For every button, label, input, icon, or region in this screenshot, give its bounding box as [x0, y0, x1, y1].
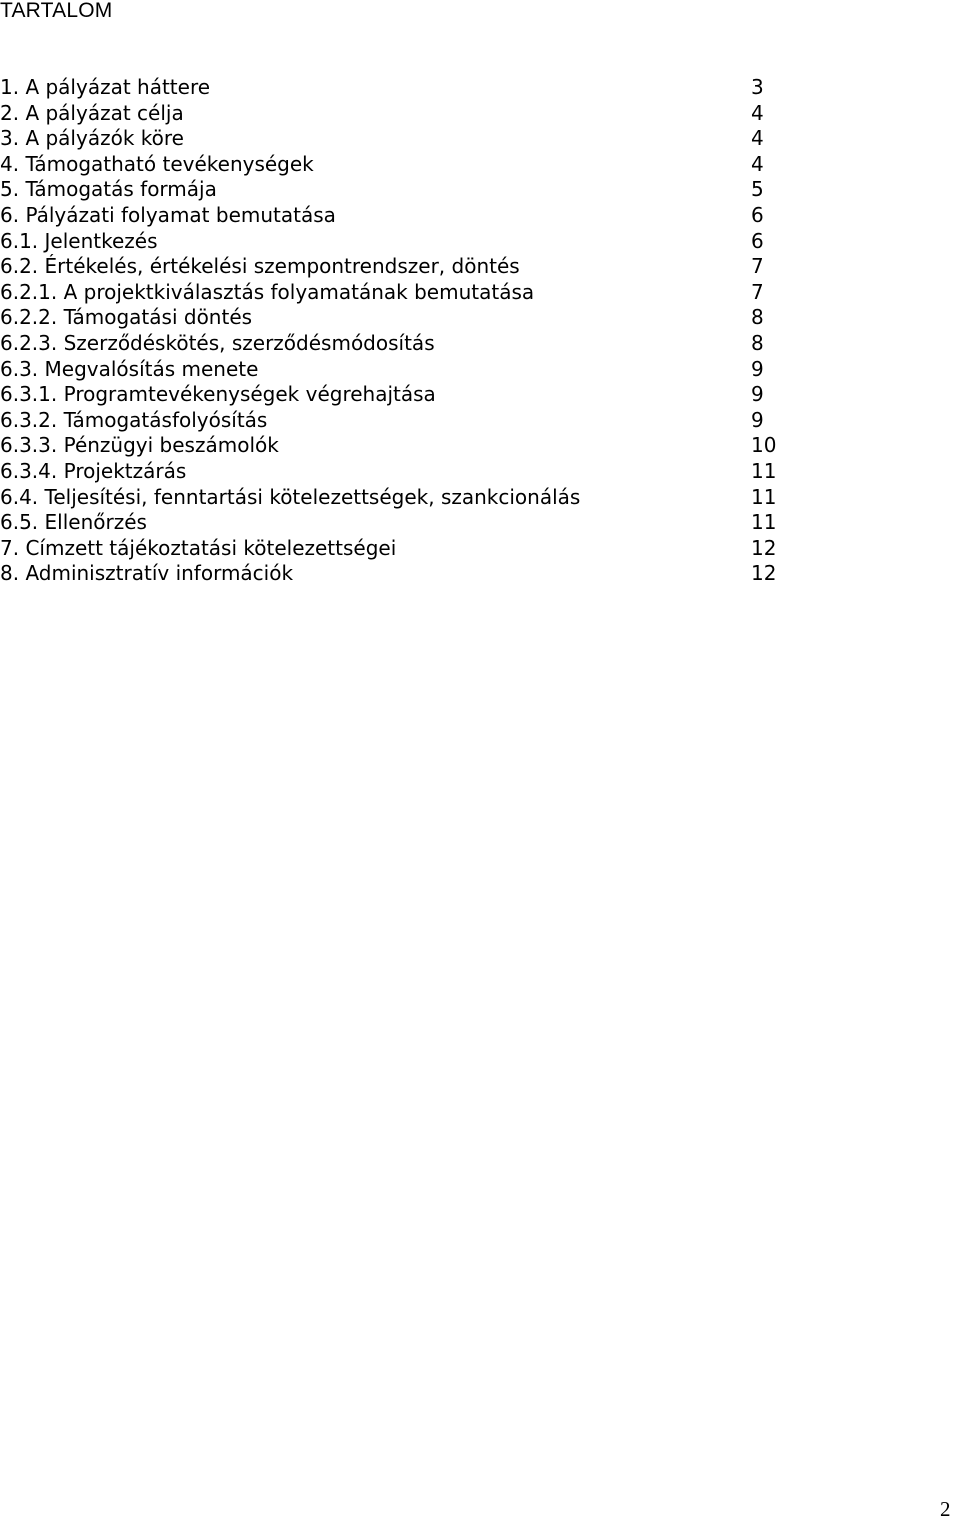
- toc-entry-label: 6. Pályázati folyamat bemutatása: [0, 202, 336, 227]
- toc-entry-label: 7. Címzett tájékoztatási kötelezettségei: [0, 535, 397, 560]
- toc-entry-page: 8: [751, 305, 764, 330]
- toc-entry-label: 6.3.2. Támogatásfolyósítás: [0, 407, 268, 432]
- toc-entry-page: 9: [751, 356, 764, 381]
- toc-entry: [0, 101, 960, 127]
- toc-entry: [0, 331, 960, 357]
- toc-entry-page: 6: [751, 228, 764, 253]
- toc-entry: [0, 305, 960, 331]
- toc-entry: [0, 203, 960, 229]
- toc-entry: [0, 561, 960, 587]
- toc-entry: [0, 510, 960, 536]
- toc-entry-label: 6.1. Jelentkezés: [0, 228, 158, 253]
- toc-entry-page: 7: [751, 254, 764, 279]
- toc-entry-label: 6.3.4. Projektzárás: [0, 458, 187, 483]
- toc-entry-label: 6.2.3. Szerződéskötés, szerződésmódosítás: [0, 330, 435, 355]
- toc-entry-label: 6.2. Értékelés, értékelési szempontrendszer, döntés: [0, 254, 520, 279]
- toc-entry-page: 10: [751, 433, 777, 458]
- toc-entry-label: 8. Adminisztratív információk: [0, 561, 294, 586]
- toc-entry-label: 1. A pályázat háttere: [0, 75, 211, 99]
- toc-entry-page: 4: [751, 126, 764, 151]
- toc-entry: [0, 382, 960, 408]
- page-number: 2: [940, 1497, 951, 1521]
- toc-entry-page: 8: [751, 330, 764, 355]
- toc-entry-page: 3: [751, 75, 764, 99]
- toc-entry-page: 11: [751, 484, 777, 509]
- toc-entry-label: 6.3. Megvalósítás menete: [0, 356, 259, 381]
- toc-entry: [0, 254, 960, 280]
- toc-entry-label: 6.3.1. Programtevékenységek végrehajtása: [0, 382, 436, 407]
- toc-entry: [0, 485, 960, 511]
- toc-entry-label: 4. Támogatható tevékenységek: [0, 151, 314, 176]
- toc-entry-page: 6: [751, 202, 764, 227]
- toc-entry-page: 7: [751, 279, 764, 304]
- toc-entry-page: 9: [751, 407, 764, 432]
- toc-entry-page: 4: [751, 100, 764, 125]
- toc-entry: [0, 459, 960, 485]
- toc-entry-label: 3. A pályázók köre: [0, 126, 184, 151]
- toc-entry: [0, 229, 960, 255]
- table-of-contents: [0, 75, 960, 587]
- toc-entry: [0, 280, 960, 306]
- toc-entry: [0, 408, 960, 434]
- toc-entry-label: 6.5. Ellenőrzés: [0, 510, 147, 535]
- toc-entry-label: 5. Támogatás formája: [0, 177, 217, 202]
- toc-entry-label: 6.4. Teljesítési, fenntartási kötelezettségek, szankcionálás: [0, 484, 581, 509]
- toc-entry-page: 4: [751, 151, 764, 176]
- toc-entry-label: 6.2.2. Támogatási döntés: [0, 305, 253, 330]
- toc-entry-label: 6.2.1. A projektkiválasztás folyamatának bemutatása: [0, 279, 535, 304]
- toc-entry: [0, 433, 960, 459]
- toc-entry-label: 6.3.3. Pénzügyi beszámolók: [0, 433, 279, 458]
- toc-entry-label: 2. A pályázat célja: [0, 100, 184, 125]
- toc-entry-page: 12: [751, 561, 777, 586]
- toc-entry-page: 9: [751, 382, 764, 407]
- toc-entry: [0, 75, 960, 101]
- toc-entry: [0, 536, 960, 562]
- toc-entry: [0, 152, 960, 178]
- toc-title: TARTALOM: [0, 0, 113, 22]
- toc-entry: [0, 177, 960, 203]
- toc-entry: [0, 357, 960, 383]
- toc-entry-page: 11: [751, 458, 777, 483]
- toc-entry-page: 12: [751, 535, 777, 560]
- toc-entry: [0, 126, 960, 152]
- toc-entry-page: 11: [751, 510, 777, 535]
- toc-entry-page: 5: [751, 177, 764, 202]
